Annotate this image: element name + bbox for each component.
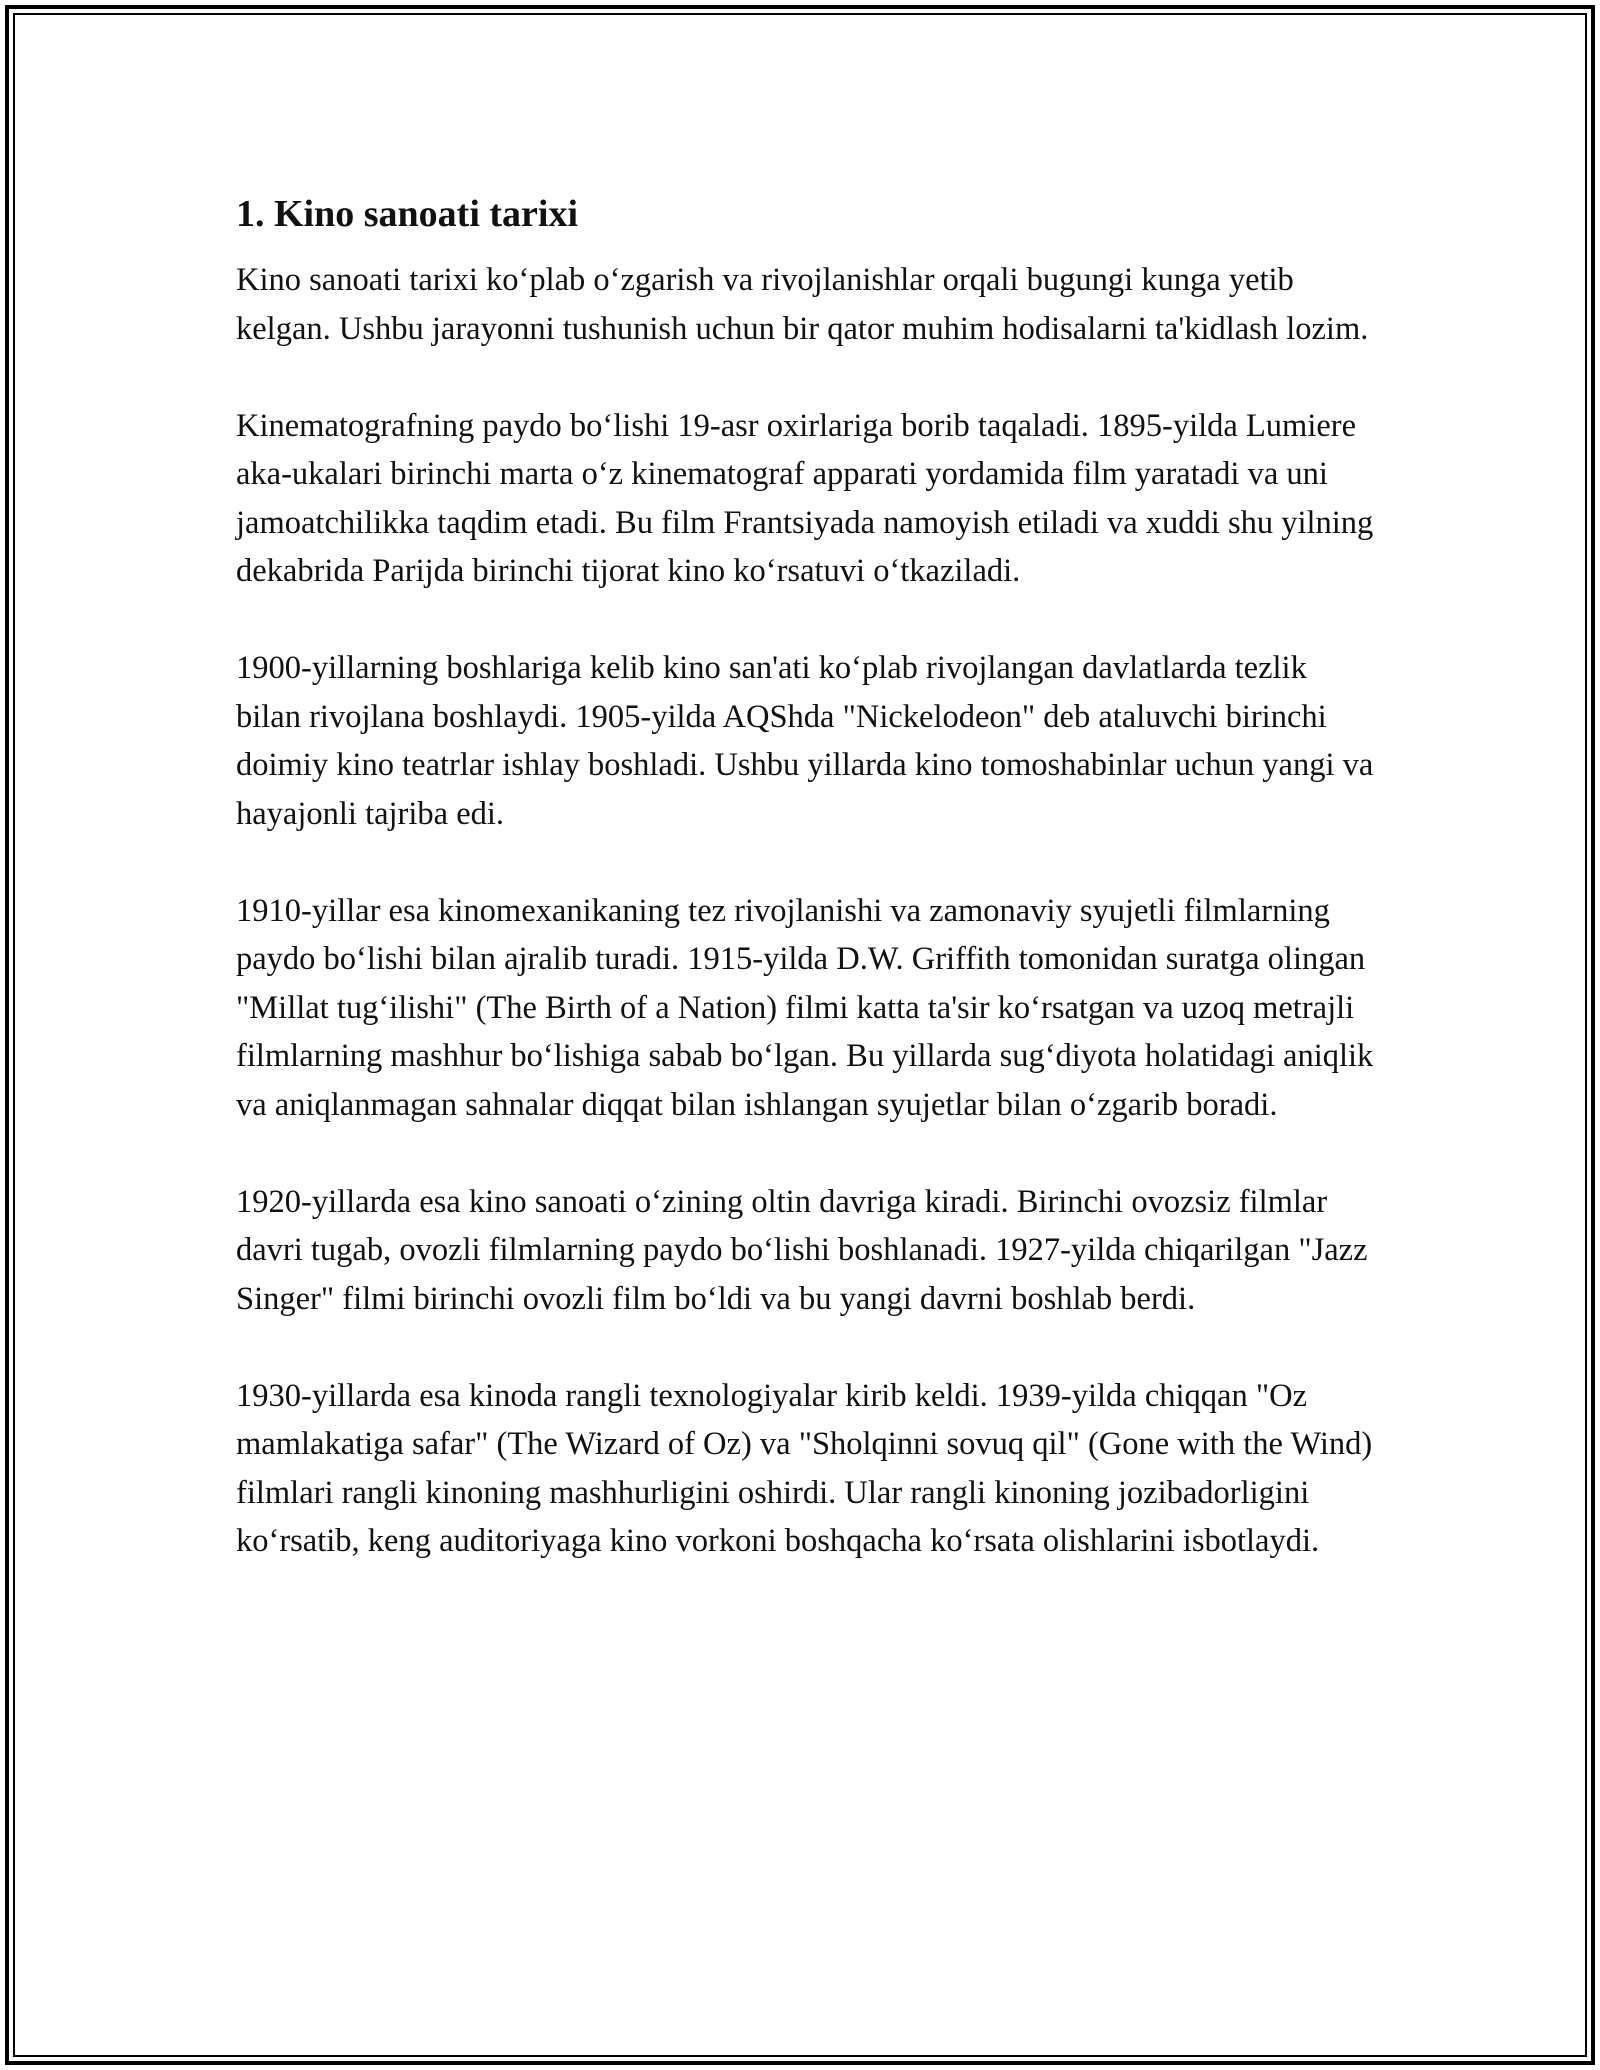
document-body — [236, 186, 1376, 1614]
paragraph-1910s: 1910-yillar esa kinomexanikaning tez rivojlanishi va zamonaviy syujetli filmlarning paydo bo‘lishi bilan ajralib turadi. 1915-yilda D.W. Griffith tomonidan suratga olingan "Millat tug‘ilishi" (The Birth of a Nation) filmi katta ta'sir ko‘rsatgan va uzoq metrajli filmlarning mashhur bo‘lishiga sabab bo‘lgan. Bu yillarda sug‘diyota holatidagi aniqlik va aniqlanmagan sahnalar diqqat bilan ishlangan syujetlar bilan o‘zgarib boradi. — [236, 892, 1374, 1123]
paragraph-1895: Kinematografning paydo bo‘lishi 19-asr oxirlariga borib taqaladi. 1895-yilda Lumiere aka-ukalari birinchi marta o‘z kinematograf apparati yordamida film yaratadi va uni jamoatchilikka taqdim etadi. Bu film Frantsiyada namoyish etiladi va xuddi shu yilning dekabrida Parijda birinchi tijorat kino ko‘rsatuvi o‘tkaziladi. — [236, 407, 1374, 589]
paragraph-intro: Kino sanoati tarixi ko‘plab o‘zgarish va rivojlanishlar orqali bugungi kunga yetib kelgan. Ushbu jarayonni tushunish uchun bir qator muhim hodisalarni ta'kidlash lozim. — [236, 262, 1369, 347]
paragraph-1920s: 1920-yillarda esa kino sanoati o‘zining oltin davriga kiradi. Birinchi ovozsiz filmlar davri tugab, ovozli filmlarning paydo bo‘lishi boshlanadi. 1927-yilda chiqarilgan "Jazz Singer" filmi birinchi ovozli film bo‘ldi va bu yangi davrni boshlab berdi. — [236, 1183, 1368, 1317]
section-title: 1. Kino sanoati tarixi — [236, 193, 579, 235]
paragraph-1900s: 1900-yillarning boshlariga kelib kino san'ati ko‘plab rivojlangan davlatlarda tezlik bilan rivojlana boshlaydi. 1905-yilda AQShda "Nickelodeon" deb ataluvchi birinchi doimiy kino teatrlar ishlay boshladi. Ushbu yillarda kino tomoshabinlar uchun yangi va hayajonli tajriba edi. — [236, 650, 1374, 832]
paragraph-1930s: 1930-yillarda esa kinoda rangli texnologiyalar kirib keldi. 1939-yilda chiqqan "Oz mamlakatiga safar" (The Wizard of Oz) va "Sholqinni sovuq qil" (Gone with the Wind) filmlari rangli kinoning mashhurligini oshirdi. Ular rangli kinoning jozibadorligini ko‘rsatib, keng auditoriyaga kino vorkoni boshqacha ko‘rsata olishlarini isbotlaydi. — [236, 1377, 1373, 1559]
